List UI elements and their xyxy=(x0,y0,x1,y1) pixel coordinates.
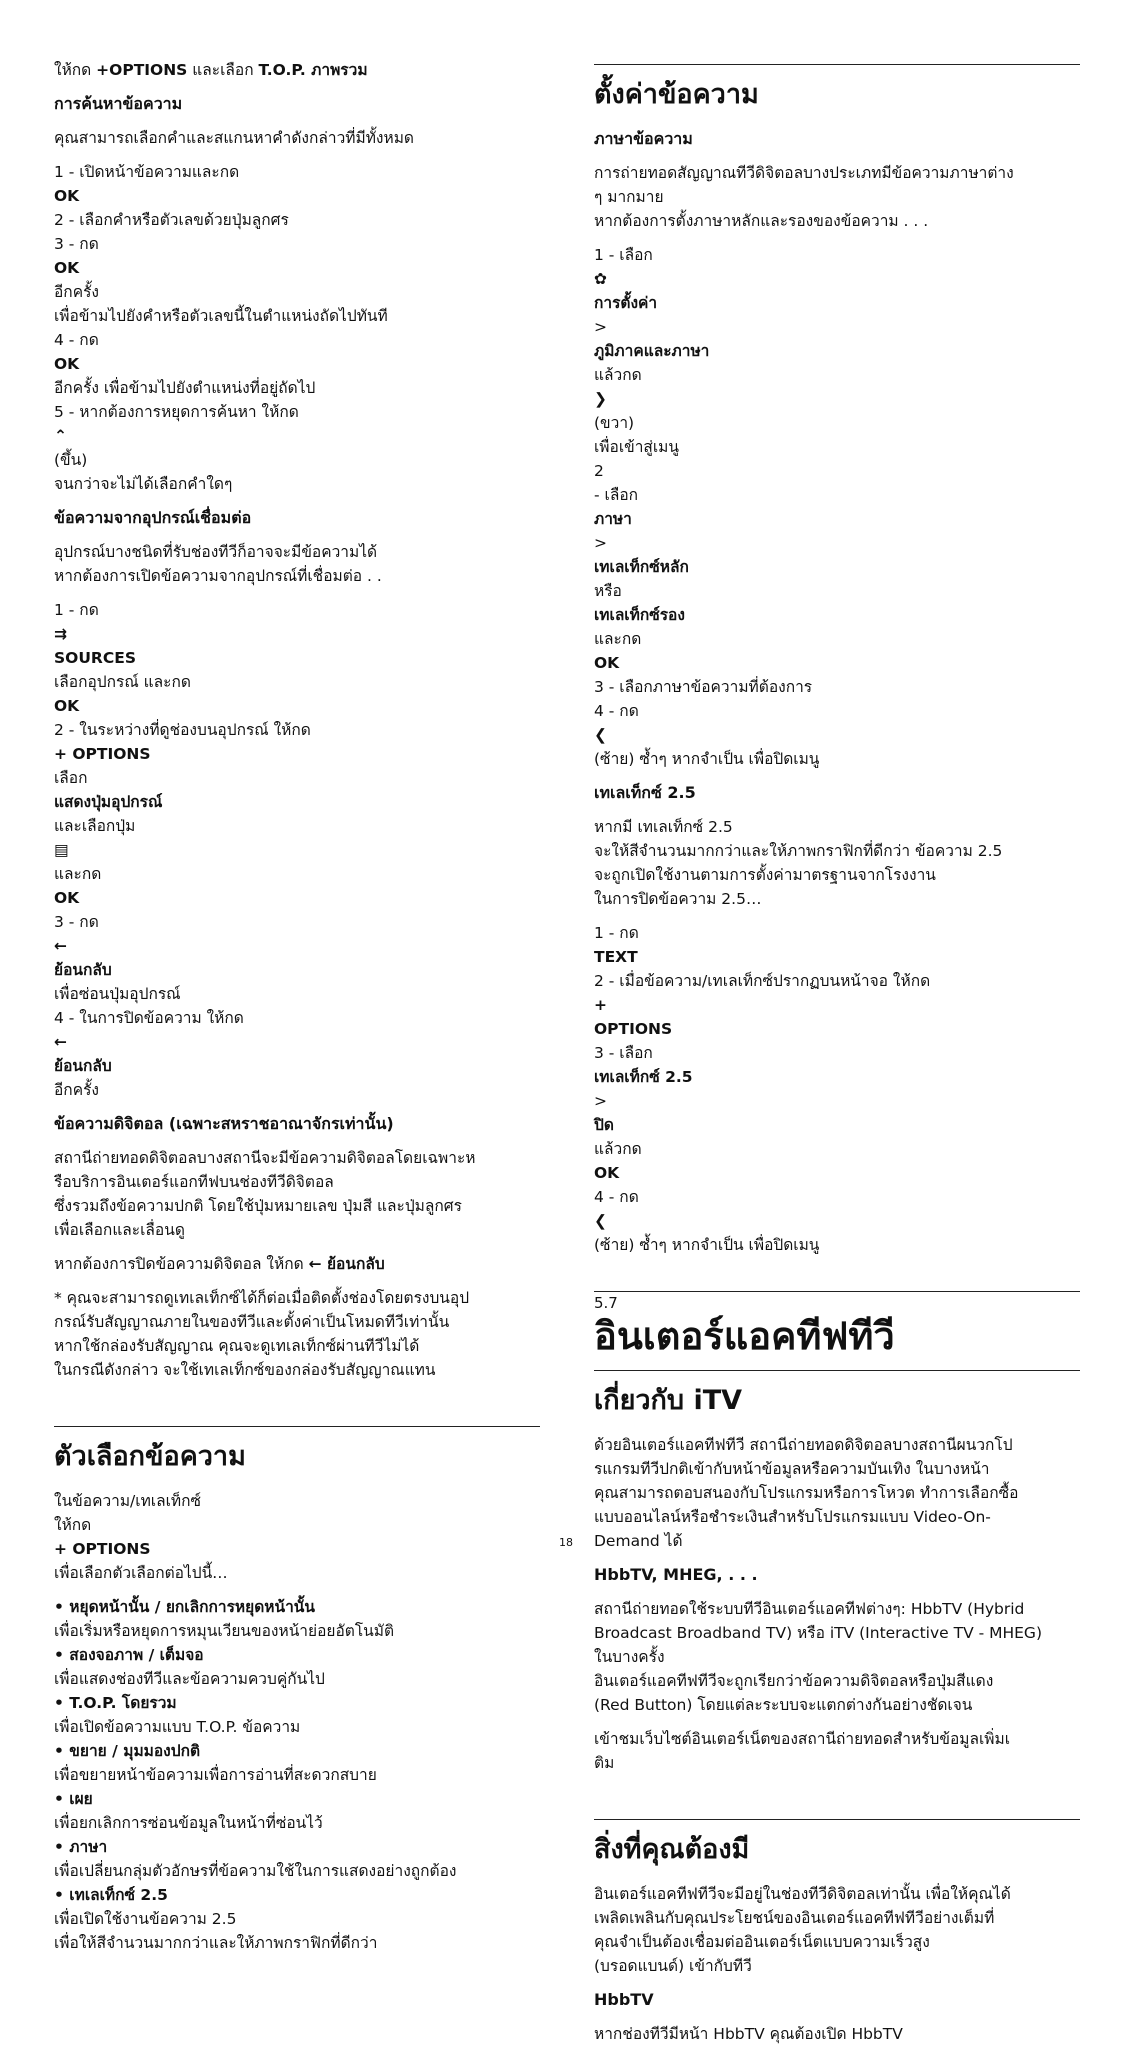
device-intro: อุปกรณ์บางชนิดที่รับช่องทีวีก็อาจจะมีข้อความได้ หากต้องการเปิดข้อความจากอุปกรณ์ที่เชื่อมต่อ . . xyxy=(54,543,382,585)
chapter-number: 5.7 xyxy=(594,1294,618,1312)
about-itv-text: ด้วยอินเตอร์แอคทีฟทีวี สถานีถ่ายทอดดิจิตอลบางสถานีผนวกโป รแกรมทีวีปกติเข้ากับหน้าข้อมูลหรือความบันเทิง ในบางหน้า คุณสามารถตอบสนองกับโปรแกรมหรือการโหวต ทำการเลือกซื้อ แบบออนไลน์หรือชำระเงินสำหรับโปรแกรมแบบ Video-On- Demand ได้ xyxy=(594,1436,1019,1550)
option-title: • ขยาย / มุมมองปกติ xyxy=(54,1742,201,1760)
options-intro: ในข้อความ/เทเลเท็กซ์ ให้กด + OPTIONS เพื่อเลือกตัวเลือกต่อไปนี้… xyxy=(54,1492,228,1582)
digital-intro: สถานีถ่ายทอดดิจิตอลบางสถานีจะมีข้อความดิจิตอลโดยเฉพาะห รือบริการอินเตอร์แอกทีฟบนช่องทีวีดิจิตอล ซึ่งรวมถึงข้อความปกติ โดยใช้ปุ่มหมายเลข ปุ่มสี และปุ่มลูกศร เพื่อเลือกและเลื่อนดู xyxy=(54,1149,476,1239)
option-desc: เพื่อเปิดใช้งานข้อความ 2.5 xyxy=(54,1910,237,1928)
language-steps: 1 - เลือก ✿ การตั้งค่า > ภูมิภาคและภาษา แล้วกด ❯ (ขวา) เพื่อเข้าสู่เมนู 2 - เลือก ภาษา > เทเลเท็กซ์หลัก หรือ เทเลเท็กซ์รอง และกด OK 3 - เลือกภาษาข้อความที่ต้องการ 4 - กด ❮ (ซ้าย) ซ้ำๆ หากจำเป็น เพื่อปิดเมนู xyxy=(594,243,1080,771)
chapter-divider xyxy=(594,1291,1080,1292)
option-title: • T.O.P. โดยรวม xyxy=(54,1694,177,1712)
hbbtv-heading: HbbTV xyxy=(594,1990,654,2009)
requirements-text: อินเตอร์แอคทีฟทีวีจะมีอยู่ในช่องทีวีดิจิตอลเท่านั้น เพื่อให้คุณได้ เพลิดเพลินกับคุณประโยชน์ของอินเตอร์แอคทีฟทีวีอย่างเต็มที่ คุณจำเป็นต้องเชื่อมต่ออินเตอร์เน็ตแบบความเร็วสูง (บรอดแบนด์) เข้ากับทีวี xyxy=(594,1885,1011,1975)
sources-icon: ⇉ xyxy=(54,625,67,643)
back-arrow-icon: ← xyxy=(308,1255,322,1273)
digital-note: * คุณจะสามารถดูเทเลเท็กซ์ได้ก็ต่อเมื่อติดตั้งช่องโดยตรงบนอุป กรณ์รับสัญญาณภายในของทีวีและตั้งค่าเป็นโหมดทีวีเท่านั้น หากใช้กล่องรับสัญญาณ คุณจะดูเทเลเท็กซ์ผ่านทีวีไม่ได้ ในกรณีดังกล่าว จะใช้เทเลเท็กซ์ของกล่องรับสัญญาณแทน xyxy=(54,1289,470,1379)
chevron-up-icon: ⌃ xyxy=(54,427,67,445)
language-heading: ภาษาข้อความ xyxy=(594,129,693,148)
section-divider xyxy=(54,1426,540,1427)
device-heading: ข้อความจากอุปกรณ์เชื่อมต่อ xyxy=(54,508,252,527)
language-intro: การถ่ายทอดสัญญาณทีวีดิจิตอลบางประเภทมีข้อความภาษาต่าง ๆ มากมาย หากต้องการตั้งภาษาหลักและรองของข้อความ . . . xyxy=(594,164,1014,230)
option-title: • สองจอภาพ / เต็มจอ xyxy=(54,1646,204,1664)
options-heading: ตัวเลือกข้อความ xyxy=(54,1441,246,1472)
hbbtv-mheg-text: สถานีถ่ายทอดใช้ระบบทีวีอินเตอร์แอคทีฟต่างๆ: HbbTV (Hybrid Broadcast Broadband TV) หรือ iTV (Interactive TV - MHEG) ในบางครั้ง อินเตอร์แอคทีฟทีวีจะถูกเรียกว่าข้อความดิจิตอลหรือปุ่มสีแดง (Red Button) โดยแต่ละระบบจะแตกต่างกันอย่างชัดเจน xyxy=(594,1600,1042,1714)
gear-icon: ✿ xyxy=(594,270,607,288)
search-heading: การค้นหาข้อความ xyxy=(54,94,183,113)
option-title: • ภาษา xyxy=(54,1838,108,1856)
right-column xyxy=(594,58,1080,2056)
option-desc: เพื่อให้สีจำนวนมากกว่าและให้ภาพกราฟิกที่ดีกว่า xyxy=(54,1934,378,1952)
left-column xyxy=(54,58,540,1965)
device-steps: 1 - กด ⇉ SOURCES เลือกอุปกรณ์ และกด OK 2 - ในระหว่างที่ดูช่องบนอุปกรณ์ ให้กด + OPTIONS เลือก แสดงปุ่มอุปกรณ์ และเลือกปุ่ม ▤ และกด OK 3 - กด ← ย้อนกลับ เพื่อซ่อนปุ่มอุปกรณ์ 4 - ในการปิดข้อความ ให้กด ← ย้อนกลับ อีกครั้ง xyxy=(54,598,540,1102)
chapter-title: อินเตอร์แอคทีฟทีวี xyxy=(594,1314,895,1358)
back-arrow-icon: ← xyxy=(54,937,67,955)
option-desc: เพื่อยกเลิกการซ่อนข้อมูลในหน้าที่ซ่อนไว้ xyxy=(54,1814,323,1832)
section-divider xyxy=(594,1819,1080,1820)
website-text: เข้าชมเว็บไซต์อินเตอร์เน็ตของสถานีถ่ายทอดสำหรับข้อมูลเพิ่มเ ติม xyxy=(594,1730,1010,1772)
option-desc: เพื่อขยายหน้าข้อความเพื่อการอ่านที่สะดวกสบาย xyxy=(54,1766,377,1784)
options-list xyxy=(54,1595,540,1955)
teletext25-heading: เทเลเท็กซ์ 2.5 xyxy=(594,783,696,802)
chevron-left-icon: ❮ xyxy=(594,726,607,744)
digital-heading: ข้อความดิจิตอล (เฉพาะสหราชอาณาจักรเท่านั้น) xyxy=(54,1114,394,1133)
setup-heading: ตั้งค่าข้อความ xyxy=(594,79,759,110)
chevron-left-icon: ❮ xyxy=(594,1212,607,1230)
search-steps: 1 - เปิดหน้าข้อความและกด OK 2 - เลือกคำหรือตัวเลขด้วยปุ่มลูกศร 3 - กด OK อีกครั้ง เพื่อข้ามไปยังคำหรือตัวเลขนี้ในตำแหน่งถัดไปทันที 4 - กด OK อีกครั้ง เพื่อข้ามไปยังตำแหน่งที่อยู่ถัดไป 5 - หากต้องการหยุดการค้นหา ให้กด ⌃ (ขึ้น) จนกว่าจะไม่ได้เลือกคำใดๆ xyxy=(54,160,540,496)
about-itv-heading: เกี่ยวกับ iTV xyxy=(594,1385,743,1416)
hbbtv-mheg-heading: HbbTV, MHEG, . . . xyxy=(594,1565,758,1584)
option-desc: เพื่อเปลี่ยนกลุ่มตัวอักษรที่ข้อความใช้ในการแสดงอย่างถูกต้อง xyxy=(54,1862,457,1880)
option-title: • เผย xyxy=(54,1790,93,1808)
option-desc: เพื่อแสดงช่องทีวีและข้อความควบคู่กันไป xyxy=(54,1670,325,1688)
option-title: • เทเลเท็กซ์ 2.5 xyxy=(54,1886,168,1904)
top-paragraph: ให้กด +OPTIONS และเลือก T.O.P. ภาพรวม xyxy=(54,61,368,79)
section-divider xyxy=(594,1370,1080,1371)
option-desc: เพื่อเปิดข้อความแบบ T.O.P. ข้อความ xyxy=(54,1718,301,1736)
search-intro: คุณสามารถเลือกคำและสแกนหาคำดังกล่าวที่มีทั้งหมด xyxy=(54,129,414,147)
teletext25-steps: 1 - กด TEXT 2 - เมื่อข้อความ/เทเลเท็กซ์ปรากฏบนหน้าจอ ให้กด + OPTIONS 3 - เลือก เทเลเท็กซ์ 2.5 > ปิด แล้วกด OK 4 - กด ❮ (ซ้าย) ซ้ำๆ หากจำเป็น เพื่อปิดเมนู xyxy=(594,921,1080,1257)
page-number: 18 xyxy=(559,1536,573,1549)
keypad-icon: ▤ xyxy=(54,841,69,859)
teletext25-intro: หากมี เทเลเท็กซ์ 2.5 จะให้สีจำนวนมากกว่าและให้ภาพกราฟิกที่ดีกว่า ข้อความ 2.5 จะถูกเปิดใช้งานตามการตั้งค่ามาตรฐานจากโรงงาน ในการปิดข้อความ 2.5… xyxy=(594,818,1003,908)
option-title: • หยุดหน้านั้น / ยกเลิกการหยุดหน้านั้น xyxy=(54,1598,315,1616)
hbbtv-text: หากช่องทีวีมีหน้า HbbTV คุณต้องเปิด HbbTV xyxy=(594,2025,903,2043)
digital-close: หากต้องการปิดข้อความดิจิตอล ให้กด ← ย้อนกลับ xyxy=(54,1252,540,1276)
chevron-right-icon: ❯ xyxy=(594,390,607,408)
option-desc: เพื่อเริ่มหรือหยุดการหมุนเวียนของหน้าย่อยอัตโนมัติ xyxy=(54,1622,395,1640)
back-arrow-icon: ← xyxy=(54,1033,67,1051)
requirements-heading: สิ่งที่คุณต้องมี xyxy=(594,1834,750,1865)
section-divider xyxy=(594,64,1080,65)
